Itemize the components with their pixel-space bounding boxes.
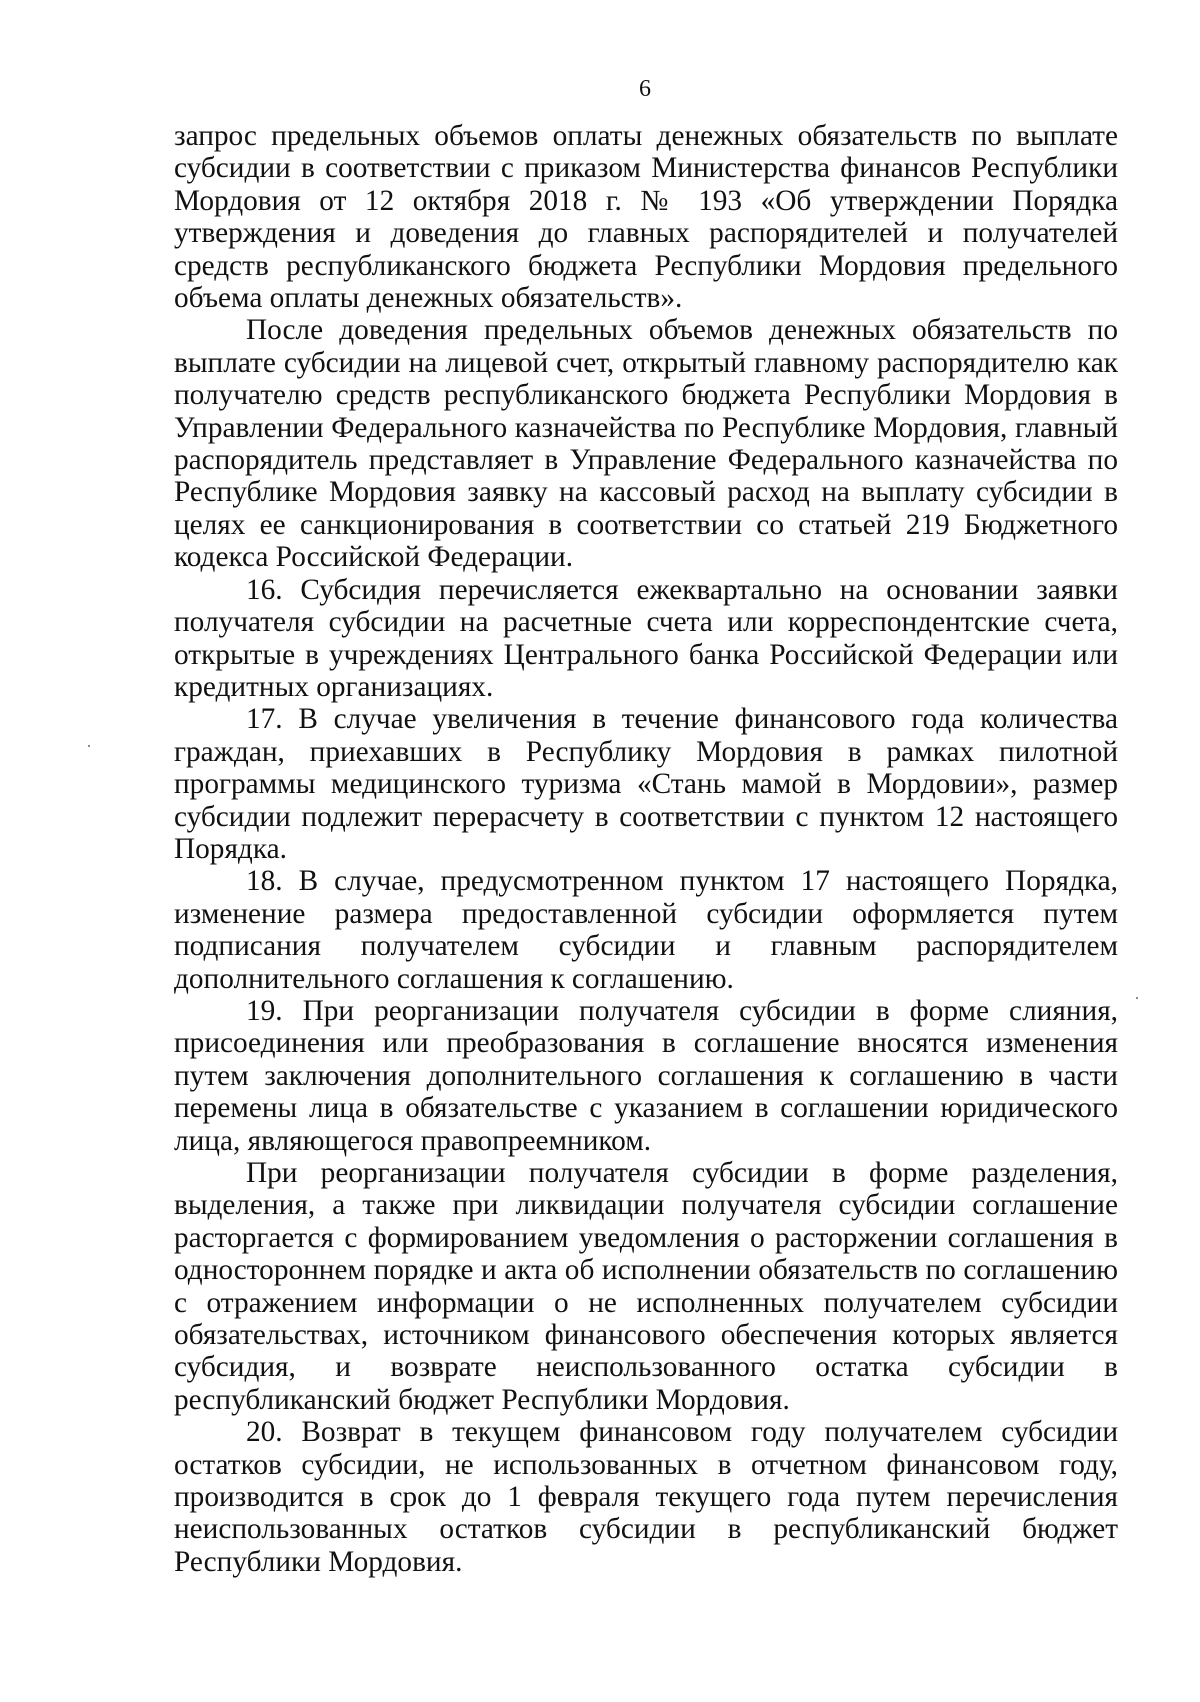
- document-body: [174, 120, 1118, 1578]
- paragraph-item-18: 18. В случае, предусмотренном пунктом 17 настоящего Порядка, изменение размера предоставленной субсидии оформляется путем подписания получателем субсидии и главным распорядителем дополнительного соглашения к соглашению.: [174, 865, 1118, 995]
- paragraph-item-20: 20. Возврат в текущем финансовом году получателем субсидии остатков субсидии, не использованных в отчетном финансовом году, производится в срок до 1 февраля текущего года путем перечисления неиспользованных остатков субсидии в республиканский бюджет Республики Мордовия.: [174, 1416, 1118, 1578]
- paragraph-item-19: 19. При реорганизации получателя субсидии в форме слияния, присоединения или преобразования в соглашение вносятся изменения путем заключения дополнительного соглашения к соглашению в части перемены лица в обязательстве с указанием в соглашении юридического лица, являющегося правопреемником.: [174, 994, 1118, 1157]
- scan-speck: [88, 745, 90, 747]
- paragraph-item-17: 17. В случае увеличения в течение финансового года количества граждан, приехавших в Республику Мордовия в рамках пилотной программы медицинского туризма «Стань мамой в Мордовии», размер субсидии подлежит перерасчету в соответствии с пунктом 12 настоящего Порядка.: [174, 703, 1118, 865]
- paragraph-continuation: запрос предельных объемов оплаты денежных обязательств по выплате субсидии в соответствии с приказом Министерства финансов Республики Мордовия от 12 октября 2018 г. № 193 «Об утверждении Порядка утверждения и доведения до главных распорядителей и получателей средств республиканского бюджета Республики Мордовия предельного объема оплаты денежных обязательств».: [174, 120, 1118, 315]
- page-number: 6: [639, 76, 651, 102]
- paragraph-reorganization: При реорганизации получателя субсидии в форме разделения, выделения, а также при ликвидации получателя субсидии соглашение расторгается с формированием уведомления о расторжении соглашения в одностороннем порядке и акта об исполнении обязательств по соглашению с отражением информации о не исполненных получателем субсидии обязательствах, источником финансового обеспечения которых является субсидия, и возврате неиспользованного остатка субсидии в республиканский бюджет Республики Мордовия.: [174, 1157, 1118, 1416]
- paragraph-item-16: 16. Субсидия перечисляется ежеквартально на основании заявки получателя субсидии на расчетные счета или корреспондентские счета, открытые в учреждениях Центрального банка Российской Федерации или кредитных организациях.: [174, 573, 1118, 703]
- scan-speck: [1136, 997, 1138, 999]
- paragraph-cash-request: После доведения предельных объемов денежных обязательств по выплате субсидии на лицевой счет, открытый главному распорядителю как получателю средств республиканского бюджета Республики Мордовия в Управлении Федерального казначейства по Республике Мордовия, главный распорядитель представляет в Управление Федерального казначейства по Республике Мордовия заявку на кассовый расход на выплату субсидии в целях ее санкционирования в соответствии со статьей 219 Бюджетного кодекса Российской Федерации.: [174, 314, 1118, 574]
